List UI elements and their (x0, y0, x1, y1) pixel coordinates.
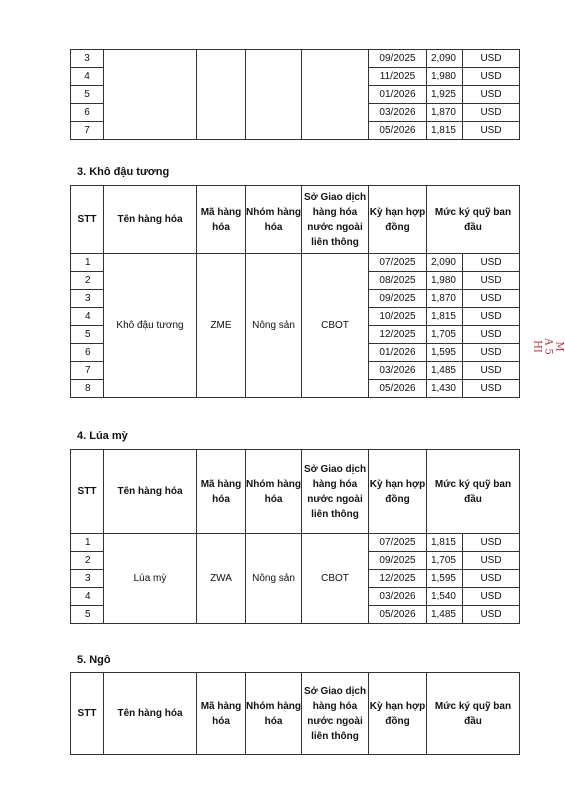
cell-group (246, 50, 302, 140)
cell-value: 2,090 (427, 50, 463, 68)
table-row (71, 254, 520, 272)
cell-currency: USD (463, 606, 520, 624)
cell-currency: USD (463, 308, 520, 326)
cell-exchange: CBOT (302, 254, 369, 398)
cell-term: 05/2026 (369, 380, 427, 398)
header-exchange: Sở Giao dịch hàng hóa nước ngoài liên thông (302, 450, 369, 534)
cell-stt: 3 (71, 50, 104, 68)
header-group: Nhóm hàng hóa (246, 186, 302, 254)
cell-term: 09/2025 (369, 50, 427, 68)
section-title-4: 4. Lúa mỳ (77, 430, 128, 442)
cell-stt: 2 (71, 552, 104, 570)
cell-value: 1,980 (427, 272, 463, 290)
cell-name: Lúa mỳ (104, 534, 197, 624)
cell-stt: 6 (71, 344, 104, 362)
cell-code: ZME (197, 254, 246, 398)
cell-stt: 3 (71, 570, 104, 588)
header-term: Kỳ hạn hợp đồng (369, 450, 427, 534)
header-margin: Mức ký quỹ ban đầu (427, 450, 520, 534)
header-name: Tên hàng hóa (104, 673, 197, 755)
cell-value: 1,595 (427, 344, 463, 362)
cell-value: 2,090 (427, 254, 463, 272)
cell-currency: USD (463, 290, 520, 308)
cell-stt: 1 (71, 534, 104, 552)
header-exchange: Sở Giao dịch hàng hóa nước ngoài liên thông (302, 186, 369, 254)
cell-name: Khô đậu tương (104, 254, 197, 398)
cell-currency: USD (463, 362, 520, 380)
header-group: Nhóm hàng hóa (246, 450, 302, 534)
cell-value: 1,705 (427, 326, 463, 344)
header-term: Kỳ hạn hợp đồng (369, 673, 427, 755)
cell-code (197, 50, 246, 140)
header-stt: STT (71, 450, 104, 534)
section-title-3: 3. Khô đậu tương (77, 166, 170, 178)
cell-stt: 2 (71, 272, 104, 290)
table-section-4 (70, 449, 520, 624)
section-title-5: 5. Ngô (77, 654, 111, 666)
cell-value: 1,595 (427, 570, 463, 588)
header-code: Mã hàng hóa (197, 450, 246, 534)
header-code: Mã hàng hóa (197, 186, 246, 254)
cell-value: 1,870 (427, 104, 463, 122)
cell-term: 10/2025 (369, 308, 427, 326)
cell-term: 03/2026 (369, 362, 427, 380)
cell-stt: 4 (71, 308, 104, 326)
header-stt: STT (71, 186, 104, 254)
cell-term: 12/2025 (369, 570, 427, 588)
cell-stt: 5 (71, 606, 104, 624)
cell-exchange: CBOT (302, 534, 369, 624)
cell-term: 08/2025 (369, 272, 427, 290)
cell-currency: USD (463, 104, 520, 122)
cell-currency: USD (463, 50, 520, 68)
header-code: Mã hàng hóa (197, 673, 246, 755)
cell-term: 07/2025 (369, 254, 427, 272)
cell-stt: 8 (71, 380, 104, 398)
cell-stt: 6 (71, 104, 104, 122)
table-row (71, 50, 520, 68)
cell-stt: 7 (71, 362, 104, 380)
cell-currency: USD (463, 86, 520, 104)
cell-term: 05/2026 (369, 122, 427, 140)
cell-currency: USD (463, 326, 520, 344)
cell-term: 01/2026 (369, 86, 427, 104)
cell-value: 1,870 (427, 290, 463, 308)
cell-exchange (302, 50, 369, 140)
cell-currency: USD (463, 534, 520, 552)
header-group: Nhóm hàng hóa (246, 673, 302, 755)
cell-term: 12/2025 (369, 326, 427, 344)
cell-term: 11/2025 (369, 68, 427, 86)
cell-name (104, 50, 197, 140)
cell-value: 1,485 (427, 362, 463, 380)
table-section-3 (70, 185, 520, 398)
stamp-text: M A 5 HI (531, 338, 565, 355)
cell-term: 09/2025 (369, 290, 427, 308)
table-row (71, 534, 520, 552)
cell-value: 1,705 (427, 552, 463, 570)
cell-term: 09/2025 (369, 552, 427, 570)
cell-value: 1,485 (427, 606, 463, 624)
header-exchange: Sở Giao dịch hàng hóa nước ngoài liên thông (302, 673, 369, 755)
cell-value: 1,430 (427, 380, 463, 398)
cell-term: 05/2026 (369, 606, 427, 624)
cell-currency: USD (463, 552, 520, 570)
cell-currency: USD (463, 68, 520, 86)
cell-stt: 1 (71, 254, 104, 272)
cell-code: ZWA (197, 534, 246, 624)
cell-stt: 5 (71, 326, 104, 344)
cell-value: 1,925 (427, 86, 463, 104)
cell-stt: 3 (71, 290, 104, 308)
cell-group: Nông sản (246, 254, 302, 398)
cell-value: 1,815 (427, 534, 463, 552)
cell-stt: 7 (71, 122, 104, 140)
cell-group: Nông sản (246, 534, 302, 624)
cell-currency: USD (463, 570, 520, 588)
cell-currency: USD (463, 344, 520, 362)
stamp-mark (531, 330, 565, 440)
header-term: Kỳ hạn hợp đồng (369, 186, 427, 254)
table-section-5 (70, 672, 520, 755)
cell-stt: 4 (71, 68, 104, 86)
cell-value: 1,815 (427, 308, 463, 326)
cell-value: 1,815 (427, 122, 463, 140)
cell-currency: USD (463, 272, 520, 290)
cell-stt: 5 (71, 86, 104, 104)
header-name: Tên hàng hóa (104, 186, 197, 254)
cell-stt: 4 (71, 588, 104, 606)
cell-term: 03/2026 (369, 588, 427, 606)
header-stt: STT (71, 673, 104, 755)
continued-table (70, 49, 520, 140)
header-margin: Mức ký quỹ ban đầu (427, 186, 520, 254)
cell-term: 03/2026 (369, 104, 427, 122)
cell-currency: USD (463, 122, 520, 140)
cell-currency: USD (463, 380, 520, 398)
header-name: Tên hàng hóa (104, 450, 197, 534)
cell-value: 1,540 (427, 588, 463, 606)
cell-currency: USD (463, 588, 520, 606)
cell-currency: USD (463, 254, 520, 272)
cell-value: 1,980 (427, 68, 463, 86)
cell-term: 01/2026 (369, 344, 427, 362)
header-margin: Mức ký quỹ ban đầu (427, 673, 520, 755)
cell-term: 07/2025 (369, 534, 427, 552)
